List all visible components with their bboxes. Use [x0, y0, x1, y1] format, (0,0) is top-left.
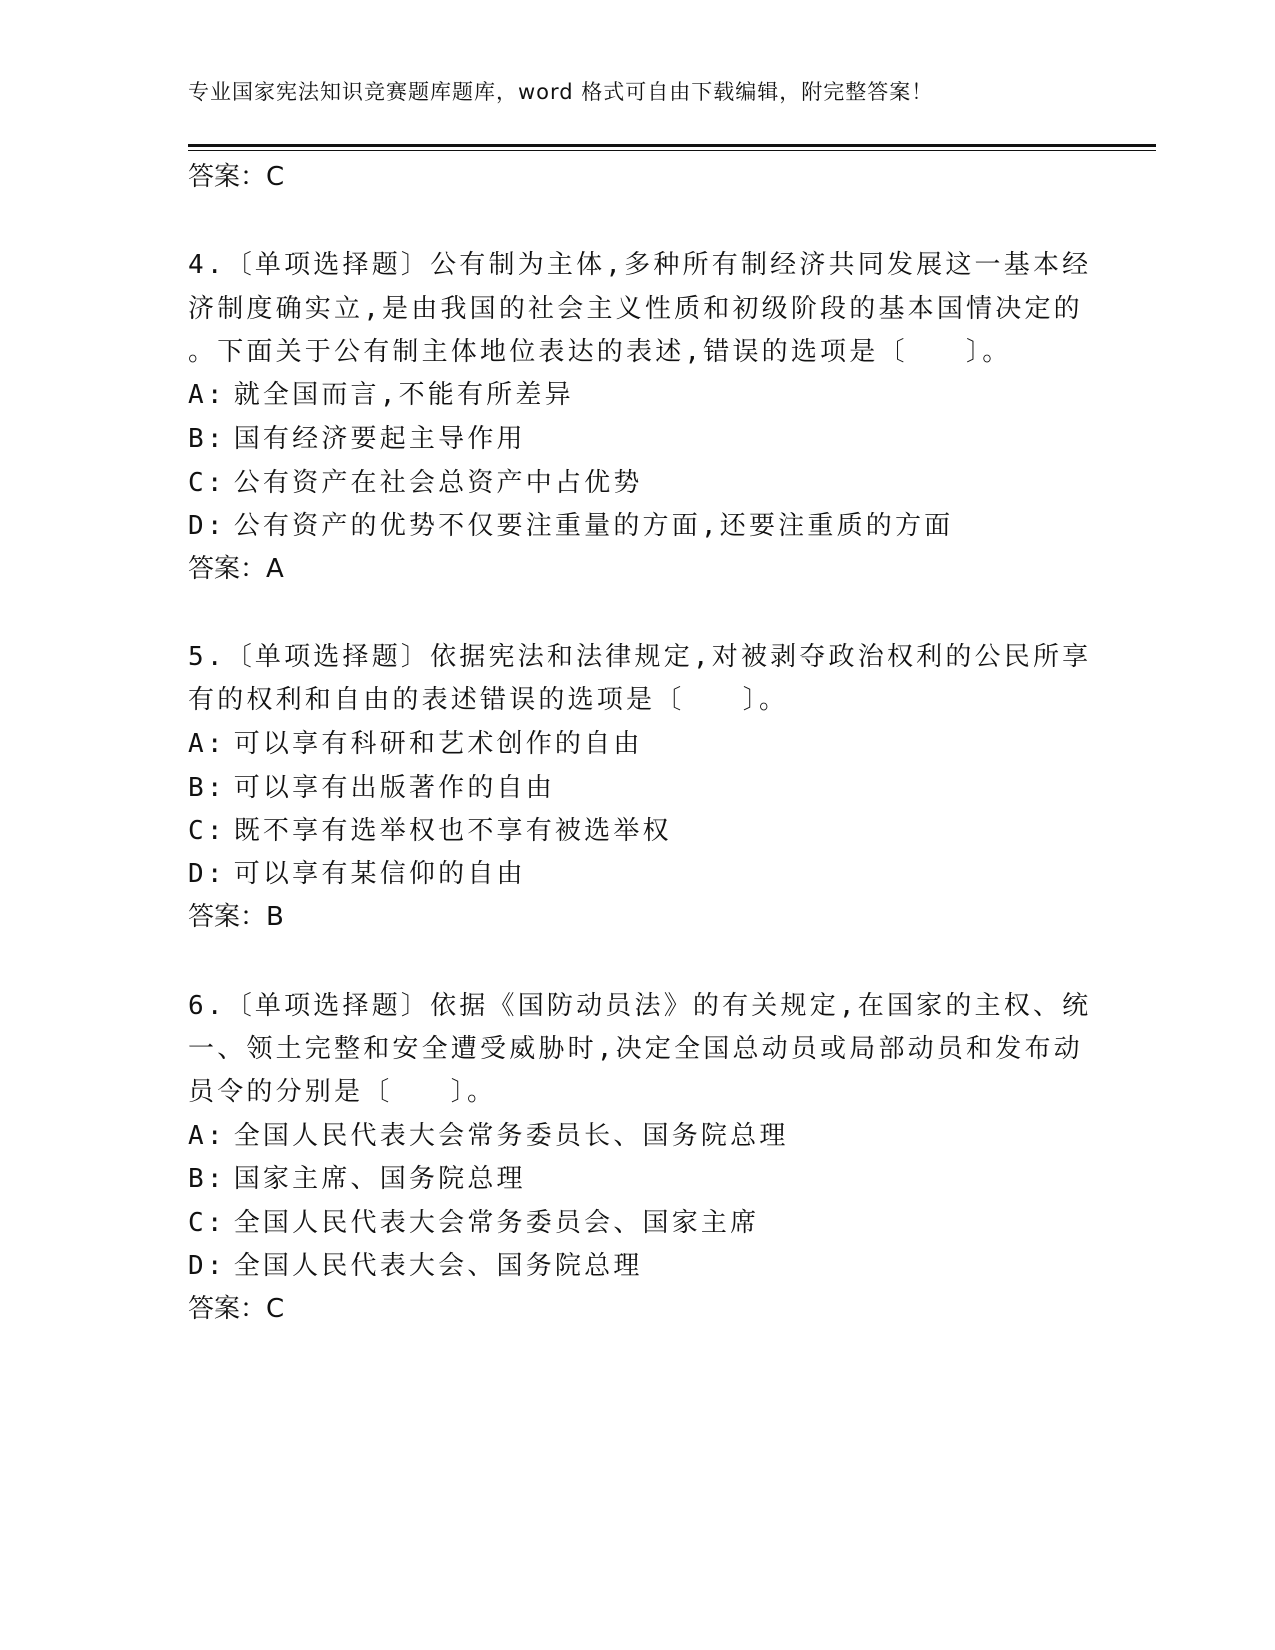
question-5-option-d [188, 853, 526, 890]
question-4-option-b [188, 418, 526, 455]
question-5-line-2: 有的权利和自由的表述错误的选项是〔 〕。 [188, 685, 789, 715]
option-label: D: [188, 859, 226, 889]
option-label: C: [188, 1208, 226, 1238]
option-label: B: [188, 773, 226, 803]
option-label: B: [188, 424, 226, 454]
question-6-option-d [188, 1245, 643, 1282]
question-5-option-a [188, 723, 643, 760]
option-label: C: [188, 816, 226, 846]
option-label: A: [188, 1121, 226, 1151]
question-6-option-a [188, 1115, 789, 1152]
question-4-line-3: 。下面关于公有制主体地位表达的表述,错误的选项是〔 〕。 [188, 337, 1012, 367]
question-6-option-c [188, 1202, 759, 1239]
option-text: 可以享有出版著作的自由 [233, 773, 555, 803]
question-5-line-1: 5.〔单项选择题〕依据宪法和法律规定,对被剥夺政治权利的公民所享 [188, 642, 1092, 672]
option-label: D: [188, 511, 226, 541]
option-text: 全国人民代表大会、国务院总理 [233, 1251, 643, 1281]
option-text: 全国人民代表大会常务委员长、国务院总理 [233, 1121, 789, 1151]
question-4-option-c [188, 462, 643, 499]
question-5-option-c [188, 810, 672, 847]
question-4-line-2: 济制度确实立,是由我国的社会主义性质和初级阶段的基本国情决定的 [188, 294, 1083, 324]
answer-line: 答案：C [188, 162, 285, 192]
question-4-option-a [188, 374, 574, 411]
option-label: A: [188, 729, 226, 759]
option-text: 公有资产在社会总资产中占优势 [233, 468, 643, 498]
option-text: 就全国而言,不能有所差异 [233, 380, 574, 410]
option-text: 公有资产的优势不仅要注重量的方面,还要注重质的方面 [233, 511, 954, 541]
option-text: 全国人民代表大会常务委员会、国家主席 [233, 1208, 760, 1238]
header-rule-thin [188, 150, 1156, 151]
question-6-line-2: 一、领土完整和安全遭受威胁时,决定全国总动员或局部动员和发布动 [188, 1034, 1083, 1064]
option-text: 国家主席、国务院总理 [233, 1164, 526, 1194]
question-6-option-b [188, 1158, 526, 1195]
question-5-option-b [188, 767, 555, 804]
option-label: C: [188, 468, 226, 498]
question-6-line-1: 6.〔单项选择题〕依据《国防动员法》的有关规定,在国家的主权、统 [188, 991, 1092, 1021]
answer-line: 答案：A [188, 554, 284, 584]
page-header: 专业国家宪法知识竞赛题库题库，word 格式可自由下载编辑，附完整答案！ [188, 80, 934, 104]
option-text: 可以享有科研和艺术创作的自由 [233, 729, 643, 759]
header-rule-thick [188, 144, 1156, 147]
question-6-line-3: 员令的分别是〔 〕。 [188, 1077, 497, 1107]
option-label: A: [188, 380, 226, 410]
question-4-line-1: 4.〔单项选择题〕公有制为主体,多种所有制经济共同发展这一基本经 [188, 250, 1092, 280]
question-4-option-d [188, 505, 953, 542]
answer-line: 答案：B [188, 902, 284, 932]
option-label: B: [188, 1164, 226, 1194]
option-text: 国有经济要起主导作用 [233, 424, 526, 454]
option-text: 可以享有某信仰的自由 [233, 859, 526, 889]
option-text: 既不享有选举权也不享有被选举权 [233, 816, 672, 846]
option-label: D: [188, 1251, 226, 1281]
answer-line: 答案：C [188, 1294, 285, 1324]
